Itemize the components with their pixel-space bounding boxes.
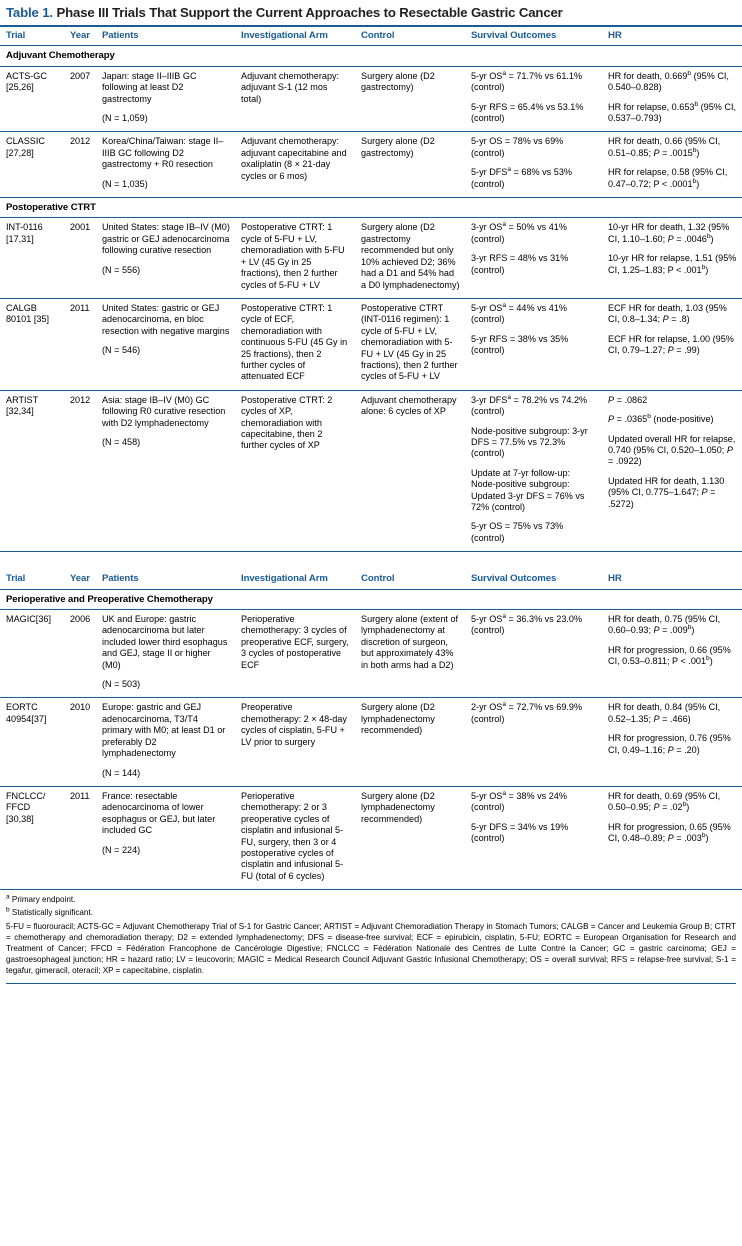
cell-paragraph: ARTIST [32,34]	[6, 394, 39, 417]
hr-cell	[602, 610, 742, 698]
cell-paragraph: ECF HR for relapse, 1.00 (95% CI, 0.79–1.27; P = .99)	[608, 333, 734, 356]
cell-paragraph: HR for relapse, 0.58 (95% CI, 0.47–0.72; P < .0001$^b$)	[608, 167, 728, 189]
control-cell	[355, 698, 465, 786]
table-row	[0, 218, 742, 298]
cell-paragraph: MAGIC[36]	[6, 614, 51, 625]
cell-paragraph: Perioperative chemotherapy: 2 or 3 preoperative cycles of cisplatin and infusional 5-FU, surgery, then 3 or 4 postoperative cycles of cisplatin and infusional 5-FU (total of 6 cycles)	[241, 790, 344, 881]
table-number: Table 1.	[6, 5, 53, 20]
bottom-rule	[6, 983, 736, 984]
cell-paragraph: EORTC 40954[37]	[6, 702, 47, 724]
survival-outcomes-cell	[465, 218, 602, 298]
column-header-year: Year	[64, 27, 96, 46]
table-block-separator	[0, 552, 742, 570]
trial-cell	[0, 66, 64, 132]
cell-paragraph: HR for death, 0.75 (95% CI, 0.60–0.93; P = .009$^b$)	[608, 614, 721, 636]
year-cell	[64, 66, 96, 132]
investigational-arm-cell	[235, 390, 355, 551]
cell-paragraph: Postoperative CTRT: 1 cycle of ECF, chemoradiation with continuous 5-FU (45 Gy in 25 fractions), then 2 further cycles of attenuated ECF	[241, 302, 348, 382]
cell-paragraph: Korea/China/Taiwan: stage II–IIIB GC following D2 gastrectomy + R0 resection	[102, 136, 224, 170]
hr-cell	[602, 390, 742, 551]
cell-paragraph: (N = 546)	[102, 345, 141, 356]
trial-cell	[0, 390, 64, 551]
survival-outcomes-cell	[465, 786, 602, 889]
cell-paragraph: France: resectable adenocarcinoma of lower esophagus or GEJ, but later included GC	[102, 790, 216, 836]
survival-outcomes-cell	[465, 298, 602, 390]
table-row	[0, 786, 742, 889]
cell-paragraph: 3-yr $DFS^a = 78.2\%$ vs 74.2% (control)	[471, 393, 588, 417]
cell-paragraph: Adjuvant chemotherapy: adjuvant S-1 (12 mos total)	[241, 70, 340, 104]
cell-paragraph: Adjuvant chemotherapy alone: 6 cycles of XP	[361, 394, 457, 417]
cell-paragraph: HR for progression, 0.76 (95% CI, 0.49–1.16; P = .20)	[608, 733, 731, 755]
control-cell	[355, 610, 465, 698]
cell-paragraph: 5-yr $DFS^a = 68\%$ vs 53% (control)	[471, 166, 572, 189]
cell-paragraph: INT-0116 [17,31]	[6, 222, 43, 244]
cell-paragraph: Surgery alone (D2 lymphadenectomy recommended)	[361, 702, 435, 736]
column-header-patients: Patients	[96, 570, 235, 589]
patients-cell	[96, 218, 235, 298]
cell-paragraph: HR for progression, 0.65 (95% CI, 0.48–0.89; P = .003$^b$)	[608, 821, 731, 844]
column-header-investigational-arm: Investigational Arm	[235, 570, 355, 589]
investigational-arm-cell	[235, 218, 355, 298]
control-cell	[355, 786, 465, 889]
cell-paragraph: (N = 1,035)	[102, 178, 148, 189]
cell-paragraph: 3-yr RFS = 48% vs 31% (control)	[471, 253, 569, 275]
year-cell	[64, 610, 96, 698]
cell-paragraph: 5-yr RFS = 38% vs 35% (control)	[471, 333, 569, 356]
column-header-investigational-arm: Investigational Arm	[235, 27, 355, 46]
cell-paragraph: HR for death, 0.84 (95% CI, 0.52–1.35; P = .466)	[608, 702, 721, 724]
table-body-part-1	[0, 46, 742, 552]
hr-cell	[602, 132, 742, 198]
cell-paragraph: FNCLCC/ FFCD [30,38]	[6, 790, 46, 824]
investigational-arm-cell	[235, 66, 355, 132]
table-row	[0, 610, 742, 698]
trial-cell	[0, 298, 64, 390]
cell-paragraph: HR for relapse, 0.653$^b$ (95% CI, 0.537–0.793)	[608, 100, 737, 124]
cell-paragraph: Surgery alone (extent of lymphadenectomy at discretion of surgeon, but approximately 43% in both arms had a D2)	[361, 614, 459, 670]
trial-cell	[0, 786, 64, 889]
cell-paragraph: P = .0365$^b$ (node-positive)	[608, 413, 714, 425]
footnote-a: $^a$ Primary endpoint.	[6, 893, 76, 905]
column-header-hr: HR	[602, 27, 742, 46]
survival-outcomes-cell	[465, 390, 602, 551]
cell-paragraph: CALGB 80101 [35]	[6, 302, 49, 325]
cell-paragraph: 5-yr $OS^a = 71.7\%$ vs 61.1% (control)	[471, 69, 583, 93]
year-cell	[64, 132, 96, 198]
cell-paragraph: (N = 224)	[102, 844, 141, 855]
table-row	[0, 390, 742, 551]
cell-paragraph: Preoperative chemotherapy: 2 × 48-day cycles of cisplatin, 5-FU + LV prior to surgery	[241, 702, 347, 747]
survival-outcomes-cell	[465, 132, 602, 198]
cell-paragraph: Updated HR for death, 1.130 (95% CI, 0.775–1.647; P = .5272)	[608, 475, 725, 509]
table-row	[0, 698, 742, 786]
cell-paragraph: 10-yr HR for relapse, 1.51 (95% CI, 1.25–1.83; P < .001$^b$)	[608, 253, 737, 275]
cell-paragraph: Surgery alone (D2 gastrectomy recommended but only 10% achieved D2; 36% had a D1 and 54% had a D0 lymphadenectomy)	[361, 222, 460, 290]
cell-paragraph: (N = 503)	[102, 679, 141, 690]
cell-paragraph: Adjuvant chemotherapy: adjuvant capecitabine and oxaliplatin (8 × 21-day cycles or 6 mos)	[241, 136, 347, 181]
cell-paragraph: HR for progression, 0.66 (95% CI, 0.53–0.811; P < .001$^b$)	[608, 644, 731, 667]
patients-cell	[96, 66, 235, 132]
survival-outcomes-cell	[465, 698, 602, 786]
cell-paragraph: 5-yr OS = 78% vs 69% (control)	[471, 136, 564, 158]
cell-paragraph: (N = 1,059)	[102, 113, 148, 124]
cell-paragraph: Europe: gastric and GEJ adenocarcinoma, T3/T4 primary with M0; at least D1 or preferably D2 lymphadenectomy	[102, 702, 226, 759]
cell-paragraph: HR for death, 0.669$^b$ (95% CI, 0.540–0.828)	[608, 69, 729, 93]
cell-paragraph: 3-yr $OS^a = 50\%$ vs 41% (control)	[471, 221, 567, 244]
cell-paragraph: 2007	[70, 70, 91, 81]
cell-paragraph: 2001	[70, 222, 91, 233]
cell-paragraph: 5-yr $OS^a = 36.3\%$ vs 23.0% (control)	[471, 613, 583, 636]
footnotes	[0, 890, 742, 976]
cell-paragraph: 2012	[70, 136, 91, 147]
column-header-year: Year	[64, 570, 96, 589]
section-heading: Perioperative and Preoperative Chemotherapy	[0, 589, 742, 609]
table-caption: Phase III Trials That Support the Current Approaches to Resectable Gastric Cancer	[56, 5, 563, 20]
cell-paragraph: 2011	[70, 790, 90, 801]
column-header-survival-outcomes: Survival Outcomes	[465, 570, 602, 589]
investigational-arm-cell	[235, 610, 355, 698]
column-header-control: Control	[355, 570, 465, 589]
column-header-survival-outcomes: Survival Outcomes	[465, 27, 602, 46]
year-cell	[64, 298, 96, 390]
control-cell	[355, 298, 465, 390]
cell-paragraph: 5-yr $OS^a = 44\%$ vs 41% (control)	[471, 301, 567, 325]
investigational-arm-cell	[235, 698, 355, 786]
cell-paragraph: Japan: stage II–IIIB GC following at least D2 gastrectomy	[102, 70, 197, 104]
column-header-trial: Trial	[0, 570, 64, 589]
trial-cell	[0, 610, 64, 698]
cell-paragraph: CLASSIC [27,28]	[6, 136, 45, 158]
cell-paragraph: 5-yr $OS^a = 38\%$ vs 24% (control)	[471, 789, 567, 813]
cell-paragraph: Postoperative CTRT: 1 cycle of 5-FU + LV, chemoradiation with 5-FU + LV (45 Gy in 25 fractions), then 2 further cycles of 5-FU + LV	[241, 222, 345, 290]
trial-cell	[0, 132, 64, 198]
trials-table-part-1	[0, 27, 742, 552]
cell-paragraph: ECF HR for death, 1.03 (95% CI, 0.8–1.34; P = .8)	[608, 302, 727, 325]
control-cell	[355, 218, 465, 298]
column-header-hr: HR	[602, 570, 742, 589]
table-header-row	[0, 27, 742, 46]
cell-paragraph: P = .0862	[608, 394, 648, 405]
cell-paragraph: (N = 556)	[102, 264, 141, 275]
investigational-arm-cell	[235, 298, 355, 390]
investigational-arm-cell	[235, 786, 355, 889]
cell-paragraph: HR for death, 0.66 (95% CI, 0.51–0.85; P = .0015$^b$)	[608, 136, 721, 158]
trial-cell	[0, 698, 64, 786]
cell-paragraph: ACTS-GC [25,26]	[6, 70, 47, 93]
cell-paragraph: UK and Europe: gastric adenocarcinoma but later included lower third esophagus and GEJ, stage II or higher (M0)	[102, 614, 228, 670]
table-title	[0, 0, 742, 27]
cell-paragraph: 2-yr $OS^a = 72.7\%$ vs 69.9% (control)	[471, 701, 583, 724]
table-row	[0, 132, 742, 198]
cell-paragraph: 2012	[70, 394, 91, 405]
year-cell	[64, 786, 96, 889]
hr-cell	[602, 218, 742, 298]
patients-cell	[96, 610, 235, 698]
hr-cell	[602, 786, 742, 889]
cell-paragraph: 2006	[70, 614, 91, 625]
trial-cell	[0, 218, 64, 298]
cell-paragraph: Surgery alone (D2 lymphadenectomy recommended)	[361, 790, 435, 824]
patients-cell	[96, 132, 235, 198]
table-row	[0, 66, 742, 132]
year-cell	[64, 698, 96, 786]
table-header-row-repeat	[0, 570, 742, 589]
cell-paragraph: 5-yr DFS = 34% vs 19% (control)	[471, 821, 569, 844]
cell-paragraph: 10-yr HR for death, 1.32 (95% CI, 1.10–1.60; P = .0046$^b$)	[608, 222, 730, 244]
survival-outcomes-cell	[465, 66, 602, 132]
patients-cell	[96, 698, 235, 786]
cell-paragraph: Updated overall HR for relapse, 0.740 (95% CI, 0.520–1.050; P = .0922)	[608, 433, 736, 467]
cell-paragraph: Perioperative chemotherapy: 3 cycles of preoperative ECF, surgery, 3 cycles of postoperative ECF	[241, 614, 349, 670]
year-cell	[64, 218, 96, 298]
control-cell	[355, 66, 465, 132]
control-cell	[355, 132, 465, 198]
cell-paragraph: Node-positive subgroup: 3-yr DFS = 77.5% vs 72.3% (control)	[471, 425, 588, 459]
cell-paragraph: 2011	[70, 302, 90, 313]
column-header-control: Control	[355, 27, 465, 46]
table-body-part-2	[0, 589, 742, 890]
cell-paragraph: Postoperative CTRT (INT-0116 regimen): 1 cycle of 5-FU + LV, chemoradiation with 5-FU + LV (45 Gy in 25 fractions), then 2 further cycles of 5-FU + LV	[361, 302, 458, 382]
cell-paragraph: 5-yr RFS = 65.4% vs 53.1% (control)	[471, 101, 584, 124]
cell-paragraph: Surgery alone (D2 gastrectomy)	[361, 70, 435, 93]
section-heading: Postoperative CTRT	[0, 198, 742, 218]
patients-cell	[96, 390, 235, 551]
cell-paragraph: Asia: stage IB–IV (M0) GC following R0 curative resection with D2 lymphadenectomy	[102, 394, 226, 428]
hr-cell	[602, 66, 742, 132]
patients-cell	[96, 786, 235, 889]
section-heading: Adjuvant Chemotherapy	[0, 46, 742, 66]
cell-paragraph: United States: gastric or GEJ adenocarcinoma, en bloc resection with negative margins	[102, 302, 230, 336]
table-row	[0, 298, 742, 390]
cell-paragraph: Update at 7-yr follow-up: Node-positive subgroup: Updated 3-yr DFS = 76% vs 72% (control)	[471, 467, 585, 512]
trials-table-part-2	[0, 570, 742, 890]
section-heading-row	[0, 589, 742, 609]
cell-paragraph: Surgery alone (D2 gastrectomy)	[361, 136, 435, 158]
hr-cell	[602, 298, 742, 390]
control-cell	[355, 390, 465, 551]
cell-paragraph: HR for death, 0.69 (95% CI, 0.50–0.95; P = .02$^b$)	[608, 790, 721, 813]
hr-cell	[602, 698, 742, 786]
cell-paragraph: 5-yr OS = 75% vs 73% (control)	[471, 521, 564, 543]
year-cell	[64, 390, 96, 551]
section-heading-row	[0, 46, 742, 66]
section-heading-row	[0, 198, 742, 218]
patients-cell	[96, 298, 235, 390]
investigational-arm-cell	[235, 132, 355, 198]
survival-outcomes-cell	[465, 610, 602, 698]
cell-paragraph: 2010	[70, 702, 91, 713]
cell-paragraph: (N = 458)	[102, 436, 141, 447]
footnote-b: $^b$ Statistically significant.	[6, 906, 93, 918]
column-header-patients: Patients	[96, 27, 235, 46]
cell-paragraph: United States: stage IB–IV (M0) gastric or GEJ adenocarcinoma following curative resection	[102, 222, 230, 256]
cell-paragraph: (N = 144)	[102, 767, 141, 778]
abbreviations-note: 5-FU = fluorouracil; ACTS-GC = Adjuvant Chemotherapy Trial of S-1 for Gastric Cancer; ARTIST = Adjuvant Chemoradiation Therapy in Stomach Tumors; CALGB = Cancer and Leukemia Group B; CTRT = chemotherapy and chemoradiation therapy; D2 = extended lymphadenectomy; DFS = disease-free survival; ECF = epirubicin, cisplatin, 5-FU; EORTC = European Organisation for Research and Treatment of Cancer; FFCD = Fédération Francophone de Cancérologie Digestive; FNCLCC = Fédération Nationale des Centres de Lutte Contre la Cancer; GC = gastric carcinoma; GEJ = gastroesophageal junction; HR = hazard ratio; LV = leucovorin; MAGIC = Medical Research Council Adjuvant Gastric Infusional Chemotherapy; OS = overall survival; RFS = relapse-free survival; S-1 = tegafur, gimeracil, oteracil; XP = capecitabine, cisplatin.	[6, 921, 736, 976]
column-header-trial: Trial	[0, 27, 64, 46]
cell-paragraph: Postoperative CTRT: 2 cycles of XP, chemoradiation with capecitabine, then 2 further cycles of XP	[241, 394, 333, 451]
